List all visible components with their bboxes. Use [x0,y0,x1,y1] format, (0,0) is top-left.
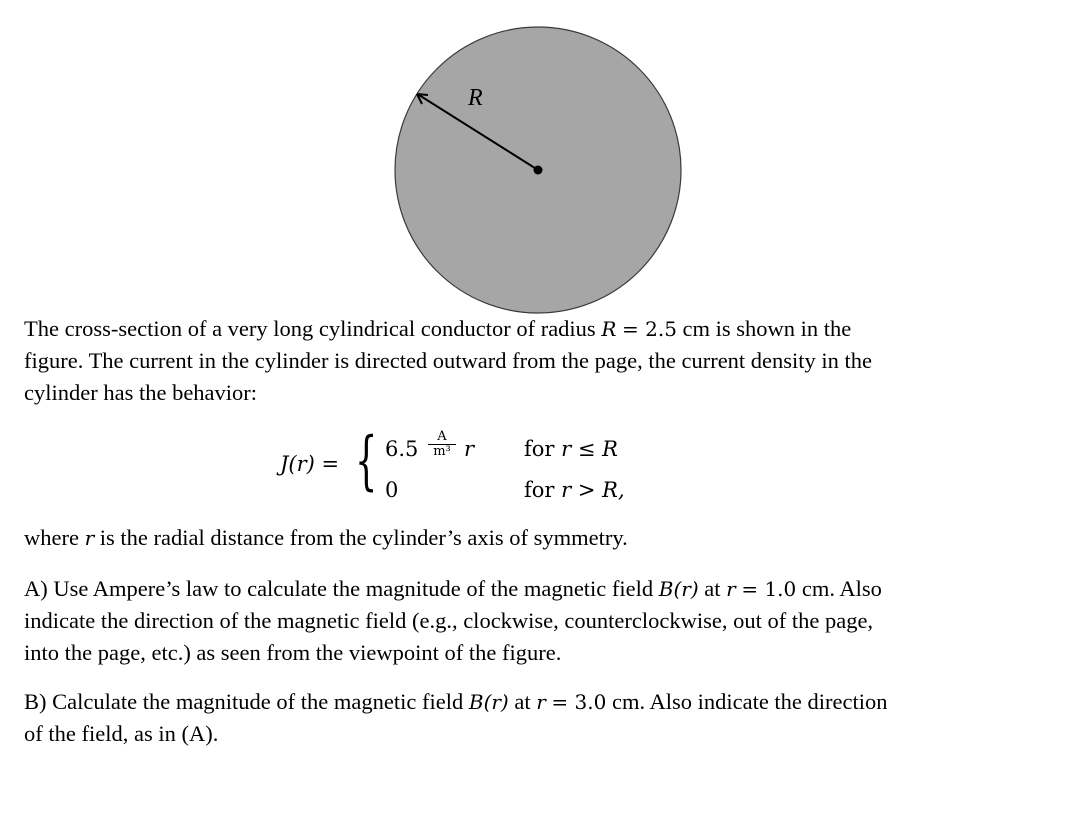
intro-R: R [601,317,617,341]
case2-val: 0 [385,478,399,502]
case1-condition: for r ≤ R [524,437,618,461]
case1-unit-den: m³ [433,444,451,459]
radius-label: R [468,85,483,111]
case1-unit [428,430,456,459]
case1-coef: 6.5 [385,437,419,461]
where-clause: where r is the radial distance from the cylinder’s axis of symmetry. [24,525,628,550]
case2-condition: for r > R, [524,478,625,502]
center-dot [534,166,543,175]
problem-intro [24,313,1044,409]
case1-var: r [464,437,475,461]
equation-lhs: J(r) = [280,452,340,476]
cylinder-figure [0,0,1067,320]
intro-line1-a: The cross-section of a very long cylindrical conductor of radius [24,316,596,341]
intro-eq: = 2.5 [622,317,677,341]
intro-line1-b: cm is shown in the [682,316,852,341]
intro-line3: cylinder has the behavior: [24,380,258,405]
part-a: A) Use Ampere’s law to calculate the magnitude of the magnetic field B(r) at r = 1.0 cm. Also indicate the direction of the magnetic field (e.g., clockwise, counterclockwise, out of the page, into the page, etc.) as seen from the viewpoint of the figure. [24,576,882,665]
part-b: B) Calculate the magnitude of the magnetic field B(r) at r = 3.0 cm. Also indicate the direction of the field, as in (A). [24,689,888,746]
case1-unit-num: A [428,430,456,445]
intro-line2: figure. The current in the cylinder is directed outward from the page, the current density in the [24,348,873,373]
left-brace-icon: { [355,424,378,498]
